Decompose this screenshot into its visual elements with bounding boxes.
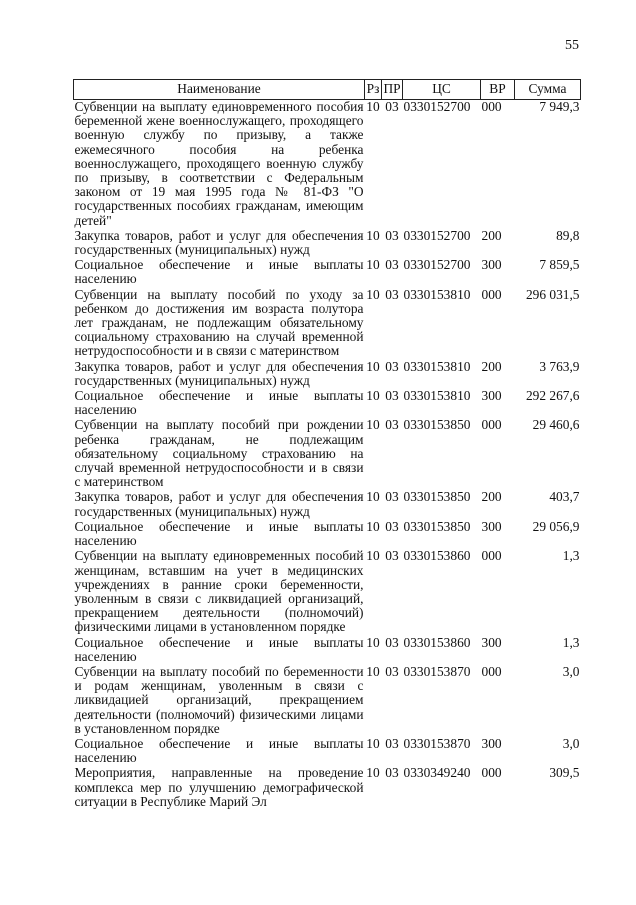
cell-name: Мероприятия, направленные на проведение комплекса мер по улучшению демографической ситуации в Республике Марий Эл: [74, 765, 364, 809]
cell-vr: 200: [481, 227, 502, 243]
cell-pr: 03: [385, 417, 399, 433]
header-name: Наименование: [74, 80, 365, 100]
cell-sum: 296 031,5: [525, 286, 580, 302]
cell-name: Социальное обеспечение и иные выплаты населению: [74, 518, 364, 549]
table-body: [74, 100, 581, 810]
cell-name: Субвенции на выплату единовременного пособия беременной жене военнослужащего, проходящего военную службу по призыву, а также ежемесячного пособия на ребенка военнослужащего, проходящего военную службу по призыву, в соответствии с Федеральным законом от 19 мая 1995 года № 81-ФЗ "О государственных пособиях гражданам, имеющим детей": [74, 99, 364, 228]
cell-cs: 0330153870: [403, 735, 471, 751]
cell-cs: 0330153810: [403, 358, 471, 374]
page-number: 55: [565, 38, 579, 53]
cell-name: Социальное обеспечение и иные выплаты населению: [74, 634, 364, 664]
cell-name: Субвенции на выплату пособий по беременности и родам женщинам, уволенным в связи с ликвидацией организаций, прекращением деятельности (полномочий) физическими лицами в установленном порядке: [74, 663, 364, 736]
cell-vr: 000: [481, 663, 502, 679]
cell-pr: 03: [385, 257, 399, 273]
table-row: [74, 229, 581, 258]
cell-name: Социальное обеспечение и иные выплаты населению: [74, 735, 364, 766]
header-pr: ПР: [382, 80, 403, 100]
table-row: [74, 490, 581, 519]
cell-sum: 1,3: [562, 634, 580, 650]
cell-vr: 000: [481, 286, 502, 302]
cell-sum: 292 267,6: [525, 388, 580, 404]
table-row: [74, 636, 581, 665]
cell-name: Социальное обеспечение и иные выплаты населению: [74, 388, 364, 418]
table-row: [74, 766, 581, 810]
cell-name: Субвенции на выплату единовременных пособий женщинам, вставшим на учет в медицинских учреждениях в ранние сроки беременности, уволенным в связи с ликвидацией организаций, прекращением деятельности (полномочий) физическими лицами в установленном порядке: [74, 548, 364, 635]
cell-pr: 03: [385, 518, 399, 534]
table-header-row: [74, 80, 581, 100]
cell-vr: 200: [481, 358, 502, 374]
cell-sum: 3,0: [562, 663, 580, 679]
header-rz: Рз: [365, 80, 382, 100]
cell-pr: 03: [385, 388, 399, 404]
cell-vr: 300: [481, 518, 502, 534]
cell-rz: 10: [366, 518, 380, 534]
cell-cs: 0330153850: [403, 417, 471, 433]
cell-rz: 10: [366, 99, 380, 114]
cell-vr: 000: [481, 548, 502, 564]
cell-pr: 03: [385, 765, 399, 781]
table-row: [74, 737, 581, 766]
cell-vr: 000: [481, 417, 502, 433]
table-row: [74, 100, 581, 229]
cell-rz: 10: [366, 735, 380, 751]
cell-cs: 0330153810: [403, 286, 471, 302]
cell-cs: 0330152700: [403, 99, 471, 114]
cell-cs: 0330152700: [403, 227, 471, 243]
cell-name: Закупка товаров, работ и услуг для обеспечения государственных (муниципальных) нужд: [74, 227, 364, 258]
cell-vr: 000: [481, 765, 502, 781]
cell-pr: 03: [385, 358, 399, 374]
table-row: [74, 549, 581, 635]
cell-rz: 10: [366, 634, 380, 650]
cell-sum: 7 949,3: [539, 99, 580, 114]
cell-sum: 7 859,5: [539, 257, 580, 273]
cell-name: Социальное обеспечение и иные выплаты населению: [74, 257, 364, 287]
cell-cs: 0330152700: [403, 257, 471, 273]
cell-cs: 0330153860: [403, 634, 471, 650]
table-row: [74, 418, 581, 490]
header-sum: Сумма: [515, 80, 581, 100]
cell-sum: 29 460,6: [532, 417, 580, 433]
table-row: [74, 288, 581, 360]
table-row: [74, 258, 581, 287]
cell-pr: 03: [385, 489, 399, 505]
cell-rz: 10: [366, 388, 380, 404]
header-cs: ЦС: [403, 80, 481, 100]
cell-sum: 3 763,9: [539, 358, 580, 374]
cell-sum: 29 056,9: [532, 518, 580, 534]
cell-sum: 1,3: [562, 548, 580, 564]
cell-rz: 10: [366, 417, 380, 433]
header-vr: ВР: [481, 80, 515, 100]
budget-table: [73, 79, 581, 810]
cell-vr: 300: [481, 735, 502, 751]
cell-rz: 10: [366, 489, 380, 505]
cell-vr: 300: [481, 388, 502, 404]
cell-cs: 0330153850: [403, 489, 471, 505]
cell-sum: 403,7: [549, 489, 580, 505]
cell-rz: 10: [366, 286, 380, 302]
cell-name: Субвенции на выплату пособий по уходу за ребенком до достижения им возраста полутора лет гражданам, не подлежащим обязательному социальному страхованию на случай временной нетрудоспособности и в связи с материнством: [74, 286, 364, 359]
cell-rz: 10: [366, 257, 380, 273]
cell-vr: 300: [481, 634, 502, 650]
cell-pr: 03: [385, 99, 399, 114]
cell-cs: 0330153870: [403, 663, 471, 679]
table-row: [74, 389, 581, 418]
cell-rz: 10: [366, 765, 380, 781]
cell-sum: 3,0: [562, 735, 580, 751]
cell-rz: 10: [366, 663, 380, 679]
cell-rz: 10: [366, 227, 380, 243]
table-row: [74, 360, 581, 389]
cell-name: Закупка товаров, работ и услуг для обеспечения государственных (муниципальных) нужд: [74, 489, 364, 519]
cell-sum: 89,8: [556, 227, 580, 243]
cell-cs: 0330349240: [403, 765, 471, 781]
cell-pr: 03: [385, 735, 399, 751]
cell-pr: 03: [385, 548, 399, 564]
cell-pr: 03: [385, 663, 399, 679]
table-row: [74, 665, 581, 737]
cell-rz: 10: [366, 358, 380, 374]
cell-vr: 200: [481, 489, 502, 505]
cell-cs: 0330153810: [403, 388, 471, 404]
cell-cs: 0330153860: [403, 548, 471, 564]
cell-pr: 03: [385, 227, 399, 243]
table-row: [74, 520, 581, 549]
cell-name: Субвенции на выплату пособий при рождении ребенка гражданам, не подлежащим обязательному социальному страхованию на случай временной нетрудоспособности и в связи с материнством: [74, 417, 364, 490]
cell-sum: 309,5: [549, 765, 580, 781]
cell-pr: 03: [385, 634, 399, 650]
cell-pr: 03: [385, 286, 399, 302]
cell-name: Закупка товаров, работ и услуг для обеспечения государственных (муниципальных) нужд: [74, 358, 364, 388]
cell-vr: 000: [481, 99, 502, 114]
cell-vr: 300: [481, 257, 502, 273]
cell-rz: 10: [366, 548, 380, 564]
cell-cs: 0330153850: [403, 518, 471, 534]
